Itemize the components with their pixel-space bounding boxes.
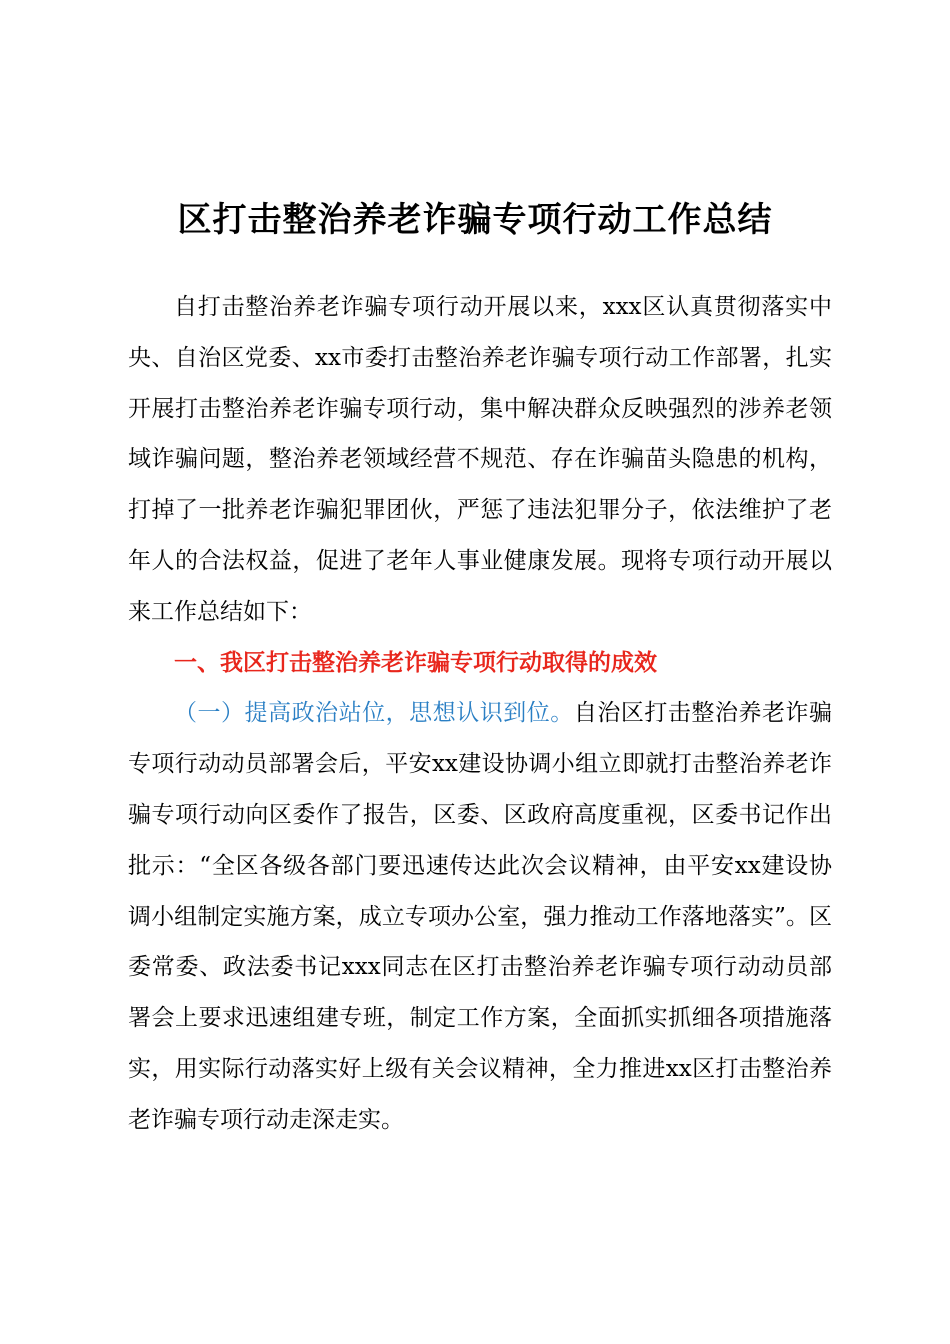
intro-paragraph: 自打击整治养老诈骗专项行动开展以来，xxx区认真贯彻落实中央、自治区党委、xx市委打击整治养老诈骗专项行动工作部署，扎实开展打击整治养老诈骗专项行动，集中解决群众反映强烈的涉养老领域诈骗问题，整治养老领域经营不规范、存在诈骗苗头隐患的机构，打掉了一批养老诈骗犯罪团伙，严惩了违法犯罪分子，依法维护了老年人的合法权益，促进了老年人事业健康发展。现将专项行动开展以来工作总结如下： <box>128 294 832 625</box>
subsection-heading: （一）提高政治站位，思想认识到位。 <box>174 700 574 727</box>
section-heading: 一、我区打击整治养老诈骗专项行动取得的成效 <box>174 649 657 676</box>
subsection-text: 自治区打击整治养老诈骗专项行动动员部署会后，平安xx建设协调小组立即就打击整治养老诈骗专项行动向区委作了报告，区委、区政府高度重视，区委书记作出批示：“全区各级各部门要迅速传达此次会议精神，由平安xx建设协调小组制定实施方案，成立专项办公室，强力推动工作落地落实”。区委常委、政法委书记xxx同志在区打击整治养老诈骗专项行动动员部署会上要求迅速组建专班，制定工作方案，全面抓实抓细各项措施落实，用实际行动落实好上级有关会议精神，全力推进xx区打击整治养老诈骗专项行动走深走实。 <box>128 700 833 1133</box>
subsection-paragraph <box>128 688 832 1145</box>
document-body <box>128 282 832 1146</box>
document-title: 区打击整治养老诈骗专项行动工作总结 <box>177 200 773 240</box>
